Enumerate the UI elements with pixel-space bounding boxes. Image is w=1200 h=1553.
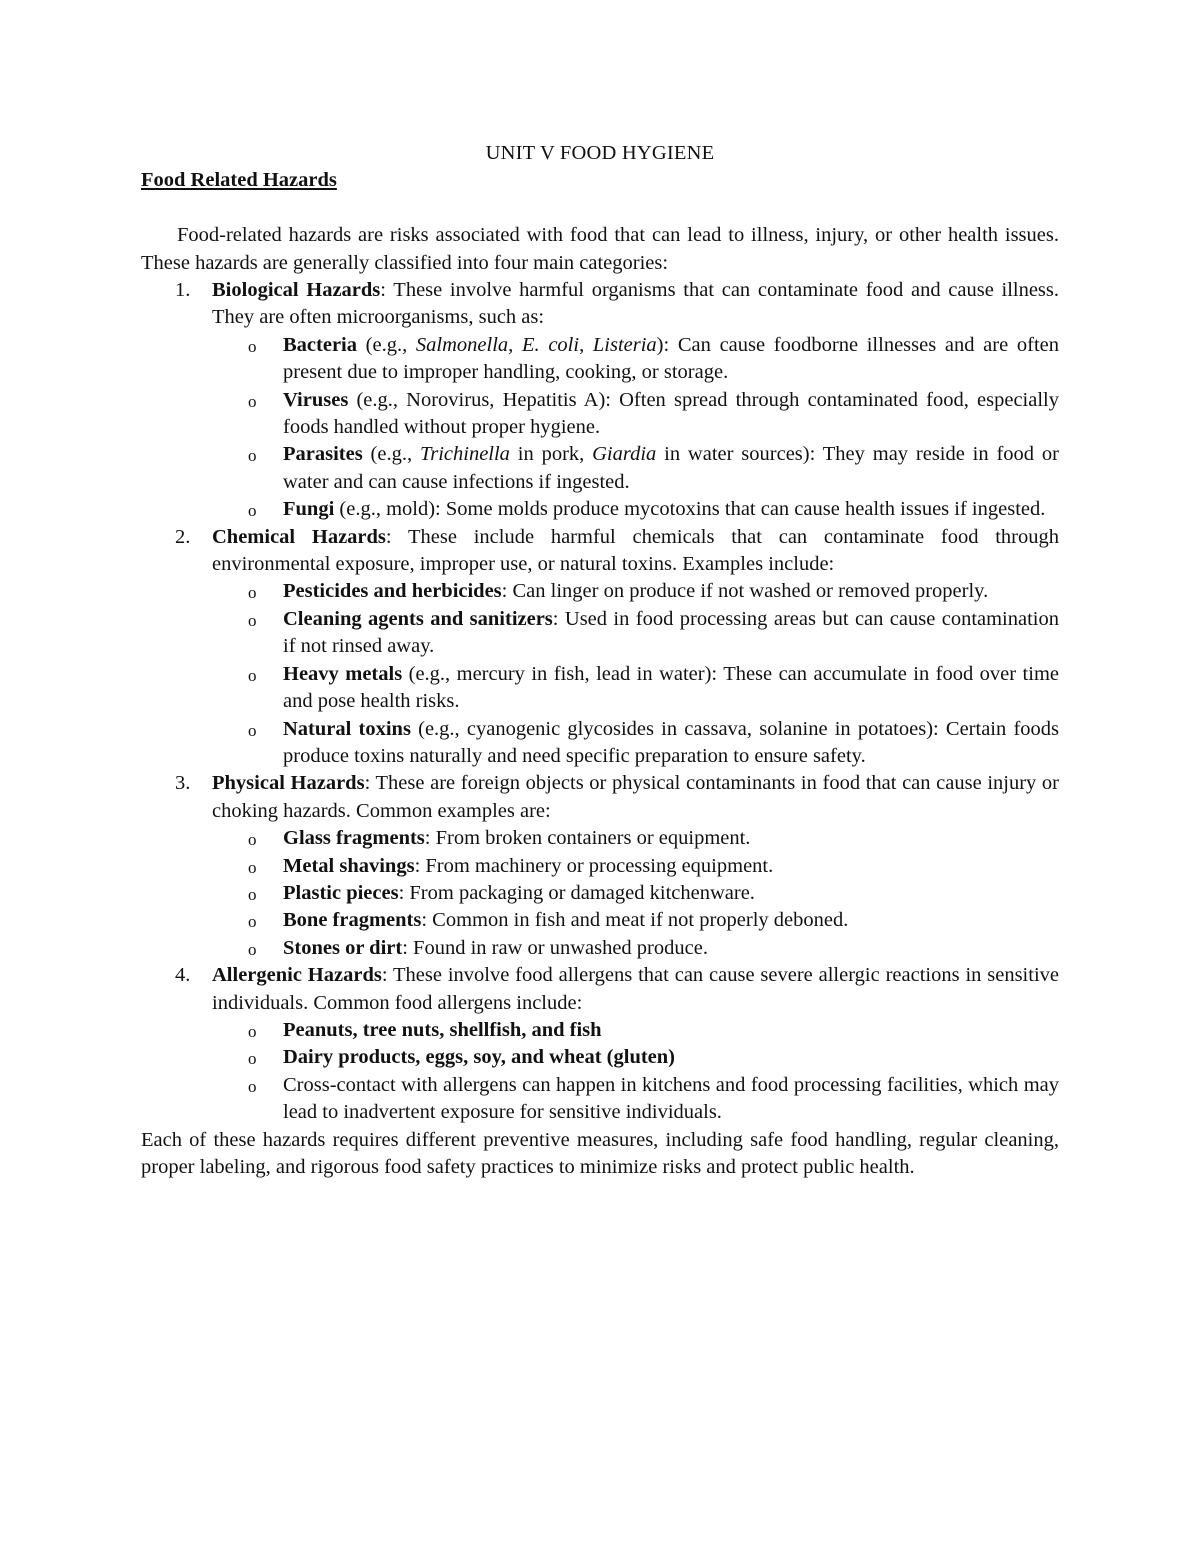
category-name: Allergenic Hazards (212, 964, 382, 987)
item-text: Cross-contact with allergens can happen in kitchens and food processing facilities, which may lead to inadvertent exposure for sensitive individuals. (283, 1073, 1059, 1124)
list-item (212, 332, 1059, 387)
category-item (141, 524, 1059, 771)
category-name: Biological Hazards (212, 279, 381, 302)
item-text: (e.g., mercury in fish, lead in water): These can accumulate in food over time and pose health risks. (283, 662, 1059, 713)
item-term: Fungi (283, 498, 335, 521)
item-text: : From packaging or damaged kitchenware. (398, 881, 755, 904)
sub-list (212, 1017, 1059, 1127)
item-text: : From machinery or processing equipment. (414, 854, 774, 877)
category-description: : These include harmful chemicals that can contaminate food through environmental exposure, improper use, or natural toxins. Examples include: (212, 525, 1059, 576)
bullet-icon: o (248, 1049, 257, 1069)
item-term: Natural toxins (283, 717, 411, 740)
item-text: (e.g., (362, 443, 420, 466)
list-item (212, 716, 1059, 771)
bullet-icon: o (248, 583, 257, 603)
item-term: Bone fragments (283, 909, 422, 932)
bullet-icon: o (248, 830, 257, 850)
list-item (212, 1044, 1059, 1071)
item-text: (e.g., mold): Some molds produce mycotoxins that can cause health issues if ingested. (334, 498, 1046, 521)
sub-list (212, 825, 1059, 962)
bullet-icon: o (248, 857, 257, 877)
item-text: (e.g., cyanogenic glycosides in cassava, solanine in potatoes): Certain foods produce toxins naturally and need specific preparation to ensure safety. (283, 717, 1059, 767)
document-page (141, 140, 1059, 1181)
sub-list (212, 578, 1059, 770)
bullet-icon: o (248, 1021, 257, 1041)
item-text: : Common in fish and meat if not properly deboned. (421, 909, 849, 932)
intro-paragraph: Food-related hazards are risks associated with food that can lead to illness, injury, or other health issues. These hazards are generally classified into four main categories: (141, 224, 1059, 274)
list-item (212, 606, 1059, 661)
bullet-icon: o (248, 446, 257, 466)
sub-list (212, 332, 1059, 524)
item-italic: Trichinella (419, 443, 510, 466)
section-heading: Food Related Hazards (141, 169, 337, 192)
item-term: Dairy products, eggs, soy, and wheat (gluten) (283, 1046, 675, 1069)
list-item (212, 935, 1059, 962)
item-text: : Used in food processing areas but can cause contamination if not rinsed away. (283, 607, 1059, 658)
closing-paragraph: Each of these hazards requires different preventive measures, including safe food handling, regular cleaning, proper labeling, and rigorous food safety practices to minimize risks and protect public health. (141, 1128, 1059, 1179)
list-item (212, 907, 1059, 934)
list-item (212, 880, 1059, 907)
list-item (212, 387, 1059, 442)
item-term: Bacteria (283, 333, 357, 356)
item-text: : From broken containers or equipment. (424, 827, 751, 850)
item-term: Cleaning agents and sanitizers (283, 607, 553, 630)
item-term: Plastic pieces (283, 881, 399, 904)
bullet-icon: o (248, 720, 257, 740)
category-description: : These involve harmful organisms that can contaminate food and cause illness. They are often microorganisms, such as: (212, 279, 1060, 329)
list-item (212, 825, 1059, 852)
category-description: : These involve food allergens that can cause severe allergic reactions in sensitive individuals. Common food allergens include: (212, 964, 1059, 1014)
bullet-icon: o (248, 884, 257, 904)
list-number: 1. (175, 279, 191, 302)
item-text: in water sources): They may reside in food or water and can cause infections if ingested. (283, 443, 1059, 493)
item-term: Glass fragments (283, 827, 425, 850)
item-term: Viruses (283, 388, 349, 411)
item-term: Stones or dirt (283, 936, 403, 959)
category-name: Physical Hazards (212, 772, 365, 795)
item-italic: E. coli (521, 333, 580, 356)
list-item (212, 661, 1059, 716)
list-item (212, 578, 1059, 605)
bullet-icon: o (248, 939, 257, 959)
category-item (141, 770, 1059, 962)
list-item (212, 1017, 1059, 1044)
list-number: 3. (175, 772, 191, 795)
item-text: , (579, 333, 593, 356)
bullet-icon: o (248, 336, 257, 356)
category-item (141, 277, 1059, 524)
bullet-icon: o (248, 912, 257, 932)
list-number: 2. (175, 525, 191, 548)
item-term: Heavy metals (283, 662, 403, 685)
list-number: 4. (175, 964, 191, 987)
bullet-icon: o (248, 391, 257, 411)
item-text: : Found in raw or unwashed produce. (402, 936, 708, 959)
list-item (212, 496, 1059, 523)
category-name: Chemical Hazards (212, 525, 386, 548)
item-term: Parasites (283, 443, 363, 466)
list-item (212, 441, 1059, 496)
item-term: Pesticides and herbicides (283, 580, 502, 603)
bullet-icon: o (248, 610, 257, 630)
item-italic: Salmonella (415, 333, 509, 356)
page-title: UNIT V FOOD HYGIENE (485, 142, 715, 164)
item-text: : Can linger on produce if not washed or removed properly. (501, 580, 989, 603)
item-text: ): Can cause foodborne illnesses and are often present due to improper handling, cooking, or storage. (283, 333, 1059, 384)
item-text: in pork, (509, 443, 593, 466)
item-text: (e.g., Norovirus, Hepatitis A): Often spread through contaminated food, especially foods handled without proper hygiene. (283, 388, 1059, 439)
item-term: Metal shavings (283, 854, 415, 877)
item-text: (e.g., (357, 333, 416, 356)
category-item (141, 962, 1059, 1126)
bullet-icon: o (248, 1076, 257, 1096)
list-item (212, 1072, 1059, 1127)
item-term: Peanuts, tree nuts, shellfish, and fish (283, 1018, 602, 1041)
item-italic: Giardia (592, 443, 657, 466)
category-description: : These are foreign objects or physical contaminants in food that can cause injury or choking hazards. Common examples are: (212, 772, 1059, 822)
hazard-categories-list (141, 277, 1059, 1127)
item-italic: Listeria (592, 333, 657, 356)
item-text: , (508, 333, 522, 356)
bullet-icon: o (248, 665, 257, 685)
bullet-icon: o (248, 501, 257, 521)
list-item (212, 853, 1059, 880)
